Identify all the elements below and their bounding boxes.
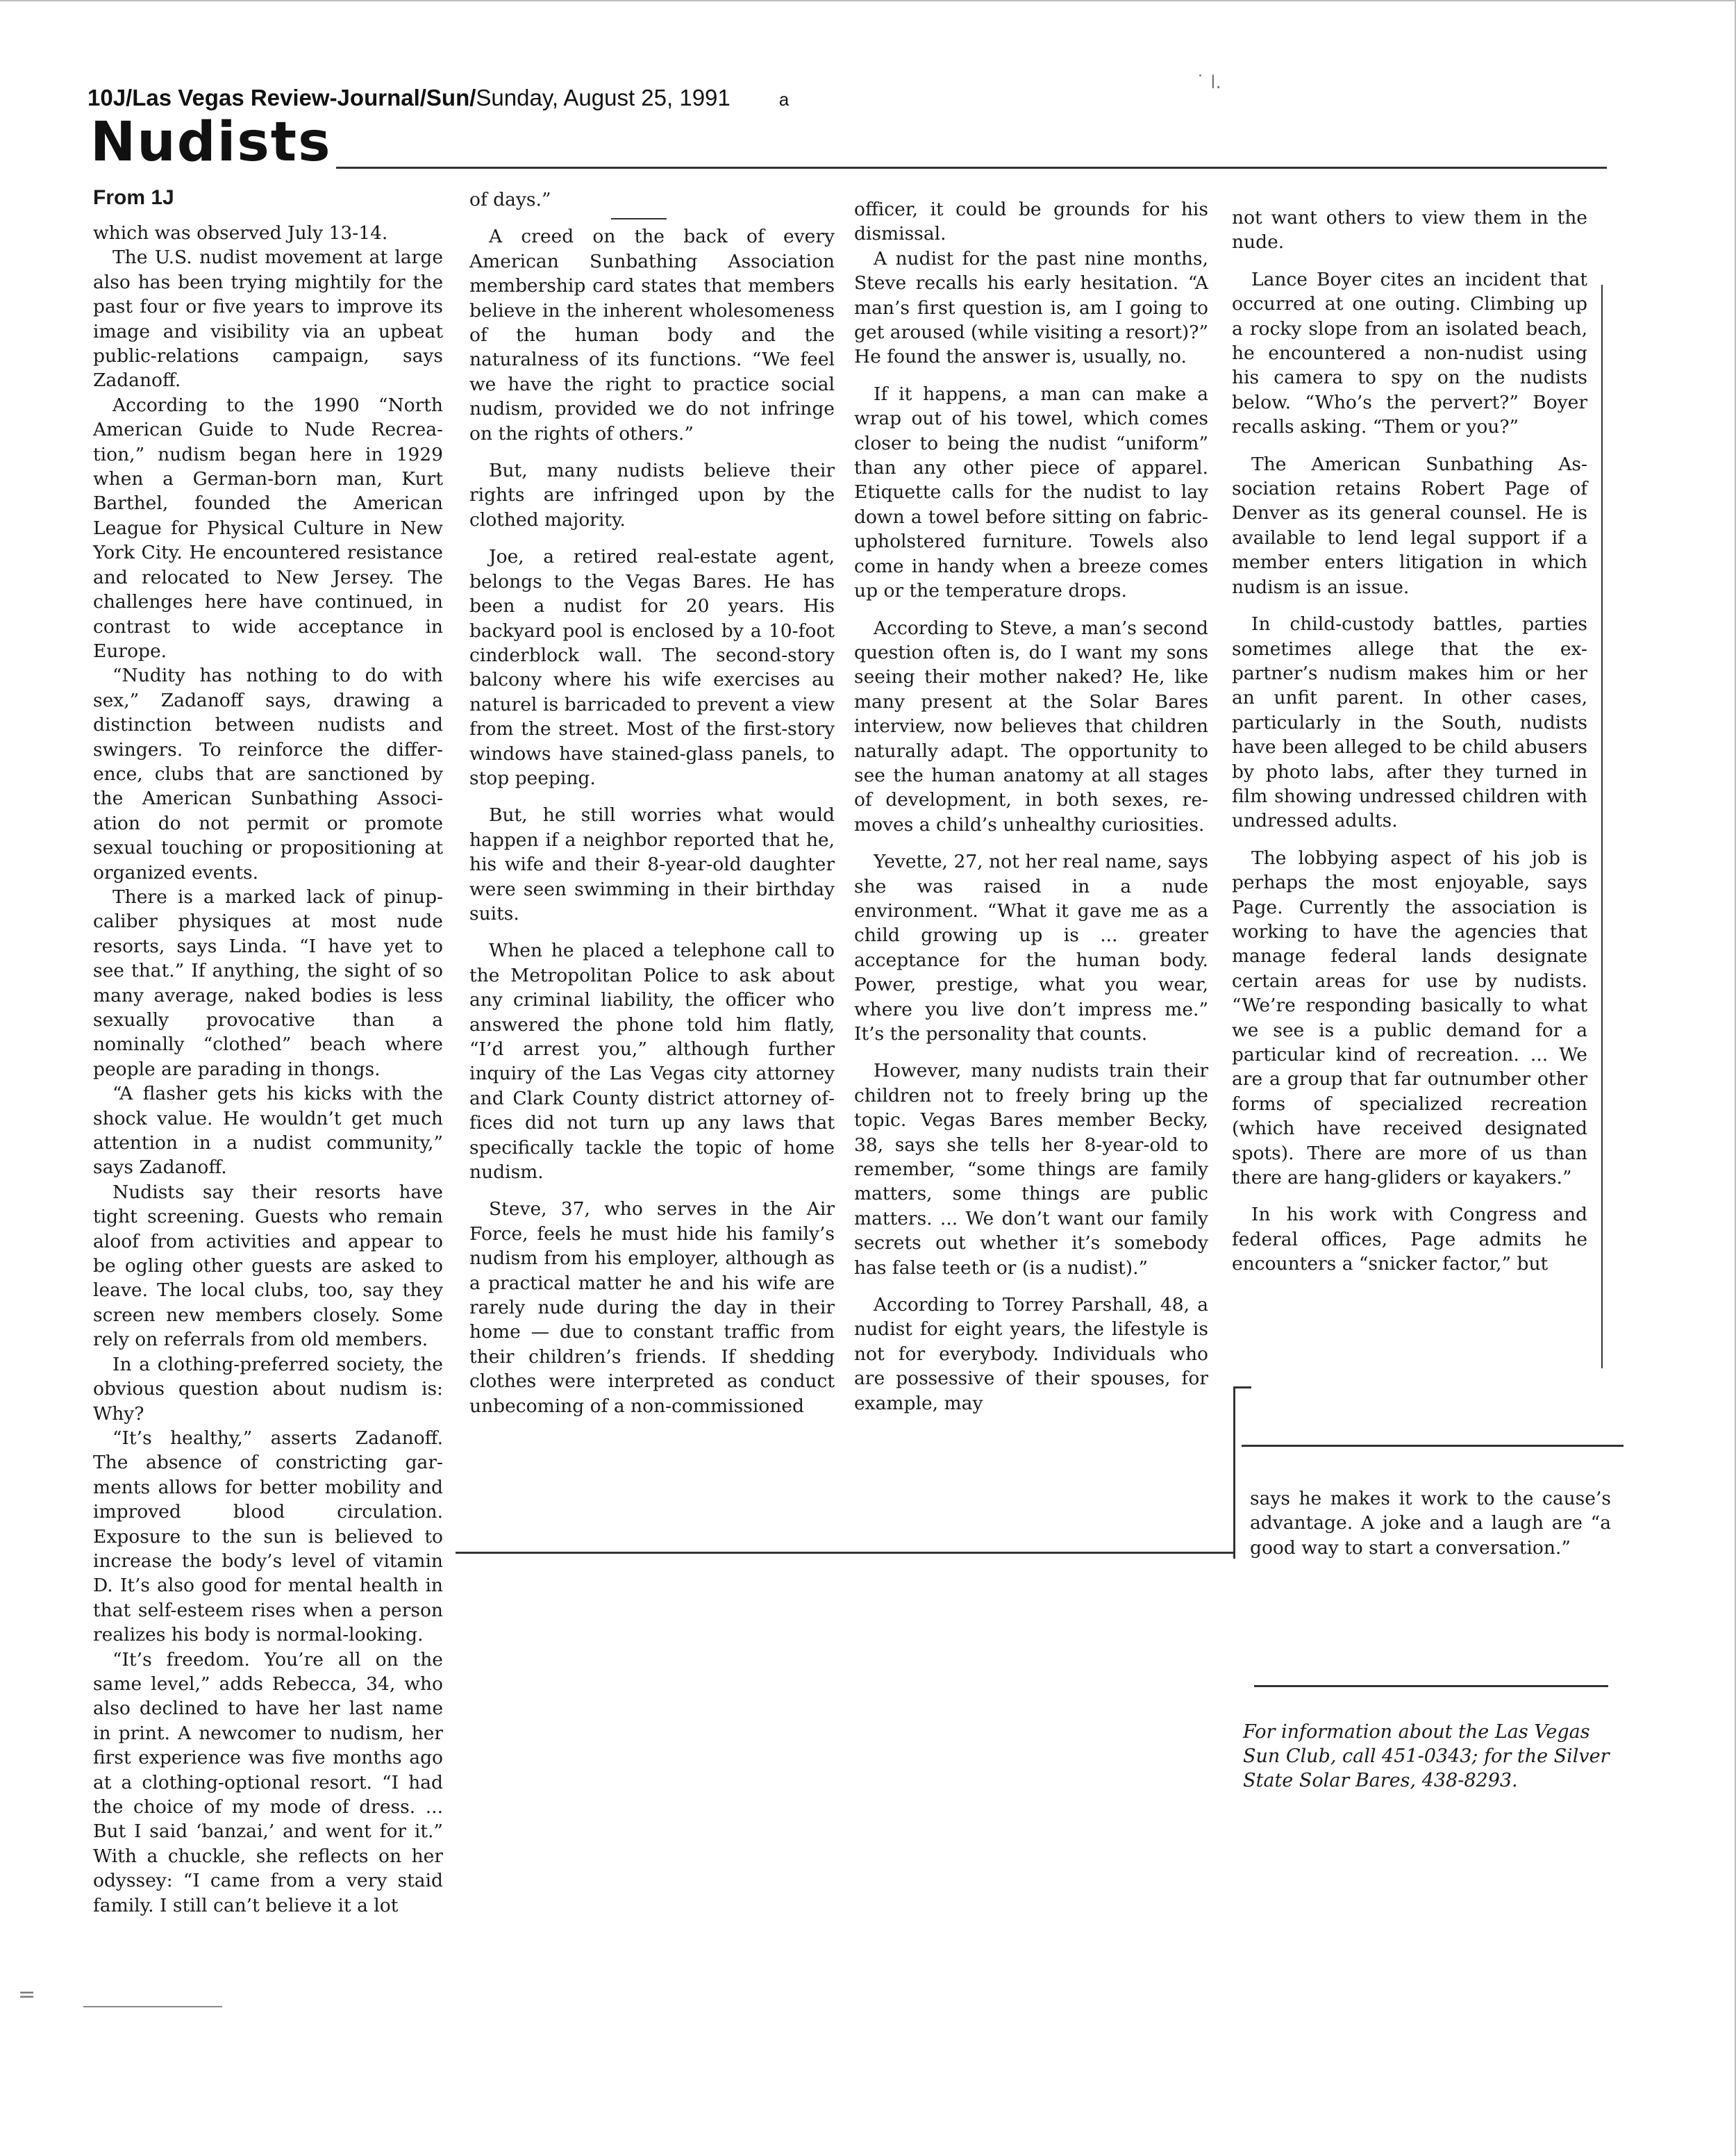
paragraph: not want others to view them in the nude.: [1232, 207, 1587, 254]
scan-mark: ˙ l.: [1196, 72, 1221, 93]
column-4: [1232, 206, 1587, 1277]
scan-mark: =: [18, 1982, 36, 2007]
paragraph: “A flasher gets his kicks with the shock value. He wouldn’t get much attention in a nudist community,” says Zadanoff.: [93, 1083, 443, 1179]
paragraph: When he placed a telephone call to the Metropolitan Police to ask about any criminal liability, the officer who answered the phone told him flatly, “I’d arrest you,” although further inquiry of the Las Vegas city attorney and Clark County district attorney offices did not turn up any laws that specifically tackle the topic of home nudism.: [469, 940, 835, 1184]
paragraph: of days.”: [469, 189, 551, 210]
paragraph: A nudist for the past nine months, Steve recalls his early hesitation. “A man’s first question is, am I going to get aroused (while visiting a resort)?” He found the answer is, usually, no.: [854, 247, 1208, 368]
column-1-end-rule: [83, 2006, 222, 2007]
paragraph: “Nudity has nothing to do with sex,” Zadanoff says, drawing a distinction between nudists and swingers. To reinforce the difference, clubs that are sanctioned by the American Sunbathing Association do not permit or promote sexual touching or propositioning at organized events.: [93, 665, 443, 884]
info-box: For information about the Las Vegas Sun Club, call 451-0343; for the Silver State Solar Bares, 438-8293.: [1243, 1721, 1610, 1791]
paragraph: However, many nudists train their children not to freely bring up the topic. Vegas Bares member Becky, 38, says she tells her 8-year-old to remember, “some things are family matters, some things are public matters. ... We don’t want our family secrets out whether it’s somebody has false teeth or (is a nudist).”: [854, 1060, 1208, 1279]
paragraph: Lance Boyer cites an incident that occurred at one outing. Climbing up a rocky slope from an isolated beach, he encountered a non-nudist using his camera to spy on the nudists below. “Who’s the pervert?” Boyer recalls asking. “Them or you?”: [1232, 268, 1587, 438]
page-header: [87, 85, 789, 111]
paragraph: But, he still worries what would happen if a neighbor reported that he, his wife and their 8-year-old daughter were seen swimming in their birthday suits.: [469, 804, 835, 924]
paragraph: If it happens, a man can make a wrap out of his towel, which comes closer to being the nudist “uniform” than any other piece of apparel. Etiquette calls for the nudist to lay down a towel before sitting on fabric-upholstered furniture. Towels also come in handy when a breeze comes up or the temperature drops.: [854, 383, 1208, 602]
headline-rule: [336, 167, 1607, 169]
header-issue: 10J/Las Vegas Review-Journal/Sun/: [87, 85, 476, 110]
paragraph: “It’s freedom. You’re all on the same level,” adds Rebecca, 34, who also declined to have her last name in print. A newcomer to nudism, her first experience was five months ago at a clothing-optional resort. “I had the choice of my mode of dress. ... But I said ‘banzai,’ and went for it.” With a chuckle, she reflects on her odyssey: “I came from a very staid family. I still can’t believe it a lot: [93, 1648, 443, 1916]
paragraph: The American Sunbathing Association retains Robert Page of Denver as its general counsel. He is available to lend legal support if a member enters litigation in which nudism is an issue.: [1232, 453, 1587, 598]
paragraph: “It’s healthy,” asserts Zadanoff. The absence of constricting garments allows for better mobility and improved blood circulation. Exposure to the sun is believed to increase the body’s level of vitamin D. It’s also good for mental health in that self-esteem rises when a person realizes his body is normal-looking.: [93, 1427, 443, 1646]
paragraph: Yevette, 27, not her real name, says she was raised in a nude environment. “What it gave me as a child growing up is ... greater acceptance for the human body. Power, prestige, what you wear, where you live don’t impress me.” It’s the personality that counts.: [854, 851, 1208, 1045]
continuation-box-rule: [1233, 1386, 1235, 1559]
paragraph: According to Torrey Parshall, 48, a nudist for eight years, the lifestyle is not for everybody. Individuals who are possessive of their spouses, for example, may: [854, 1294, 1208, 1414]
paragraph: The lobbying aspect of his job is perhaps the most enjoyable, says Page. Currently the association is working to have the agencies that manage federal lands designate certain areas for use by nudists. “We’re responding basically to what we see is a public demand for a particular kind of recreation. ... We are a group that far outnumber other forms of specialized recreation (which have received designated spots). There are more of us than there are hang-gliders or kayakers.”: [1232, 847, 1587, 1189]
header-date: Sunday, August 25, 1991: [476, 85, 731, 110]
column-2: [469, 188, 835, 1418]
column-1: [93, 221, 443, 1918]
info-box-rule: [1254, 1685, 1608, 1687]
paragraph: Joe, a retired real-estate agent, belongs to the Vegas Bares. He has been a nudist for 20 years. His backyard pool is enclosed by a 10-foot cinderblock wall. The second-story balcony where his wife exercises au naturel is barricaded to prevent a view from the street. Most of the first-story windows have stained-glass panels, to stop peeping.: [469, 546, 835, 789]
paragraph: which was observed July 13-14.: [93, 222, 388, 244]
column-4-side-rule: [1601, 285, 1603, 1368]
paragraph: says he makes it work to the cause’s advantage. A joke and a laugh are “a good way to start a conversation.”: [1250, 1488, 1611, 1559]
column-3: [854, 197, 1208, 1416]
paragraph: But, many nudists believe their rights are infringed upon by the clothed majority.: [469, 460, 835, 531]
headline: Nudists: [90, 111, 332, 174]
paragraph: There is a marked lack of pinup-caliber physiques at most nude resorts, says Linda. “I have yet to see that.” If anything, the sight of so many average, naked bodies is less sexually provocative than a nominally “clothed” beach where people are parading in thongs.: [93, 886, 443, 1080]
scan-edge-top: [0, 0, 1736, 1]
paragraph: Nudists say their resorts have tight screening. Guests who remain aloof from activities and appear to be ogling other guests are asked to leave. The local clubs, too, say they screen new members closely. Some rely on referrals from old members.: [93, 1181, 443, 1351]
paragraph: In his work with Congress and federal offices, Page admits he encounters a “snicker factor,” but: [1232, 1204, 1587, 1275]
paragraph: In child-custody battles, parties sometimes allege that the ex-partner’s nudism makes him or her an unfit parent. In other cases, particularly in the South, nudists have been alleged to be child abusers by photo labs, after they turned in film showing undressed children with undressed adults.: [1232, 613, 1587, 832]
paragraph: The U.S. nudist movement at large also has been trying mightily for the past four or five years to improve its image and visibility via an upbeat public-relations campaign, says Zadanoff.: [93, 247, 443, 392]
paragraph: According to the 1990 “North American Guide to Nude Recreation,” nudism began here in 1929 when a German-born man, Kurt Barthel, founded the American League for Physical Culture in New York City. He encountered resistance and relocated to New Jersey. The challenges here have continued, in contrast to wide acceptance in Europe.: [93, 394, 443, 662]
paragraph: In a clothing-preferred society, the obvious question about nudism is: Why?: [93, 1353, 443, 1425]
header-mark: a: [778, 89, 790, 110]
continuation-top-rule: [1242, 1445, 1624, 1447]
bottom-rule: [456, 1552, 1233, 1554]
continuation-text: [1250, 1486, 1611, 1560]
paragraph: A creed on the back of every American Sunbathing Association membership card states that members believe in the inherent wholesomeness of the human body and the naturalness of its functions. “We feel we have the right to practice social nudism, provided we do not infringe on the rights of others.”: [469, 226, 835, 445]
paragraph: officer, it could be grounds for his dismissal.: [854, 199, 1208, 245]
continuation-box-tick: [1233, 1386, 1251, 1388]
paragraph: Steve, 37, who serves in the Air Force, feels he must hide his family’s nudism from his employer, although as a practical matter he and his wife are rarely nude during the day in their home — due to constant traffic from their children’s friends. If shedding clothes were interpreted as conduct unbecoming of a non-commissioned: [469, 1198, 835, 1417]
paragraph: According to Steve, a man’s second question often is, do I want my sons seeing their mother naked? He, like many present at the Solar Bares interview, now believes that children naturally adapt. The opportunity to see the human anatomy at all stages of development, in both sexes, removes a child’s unhealthy curiosities.: [854, 617, 1208, 836]
from-label: From 1J: [93, 186, 174, 209]
